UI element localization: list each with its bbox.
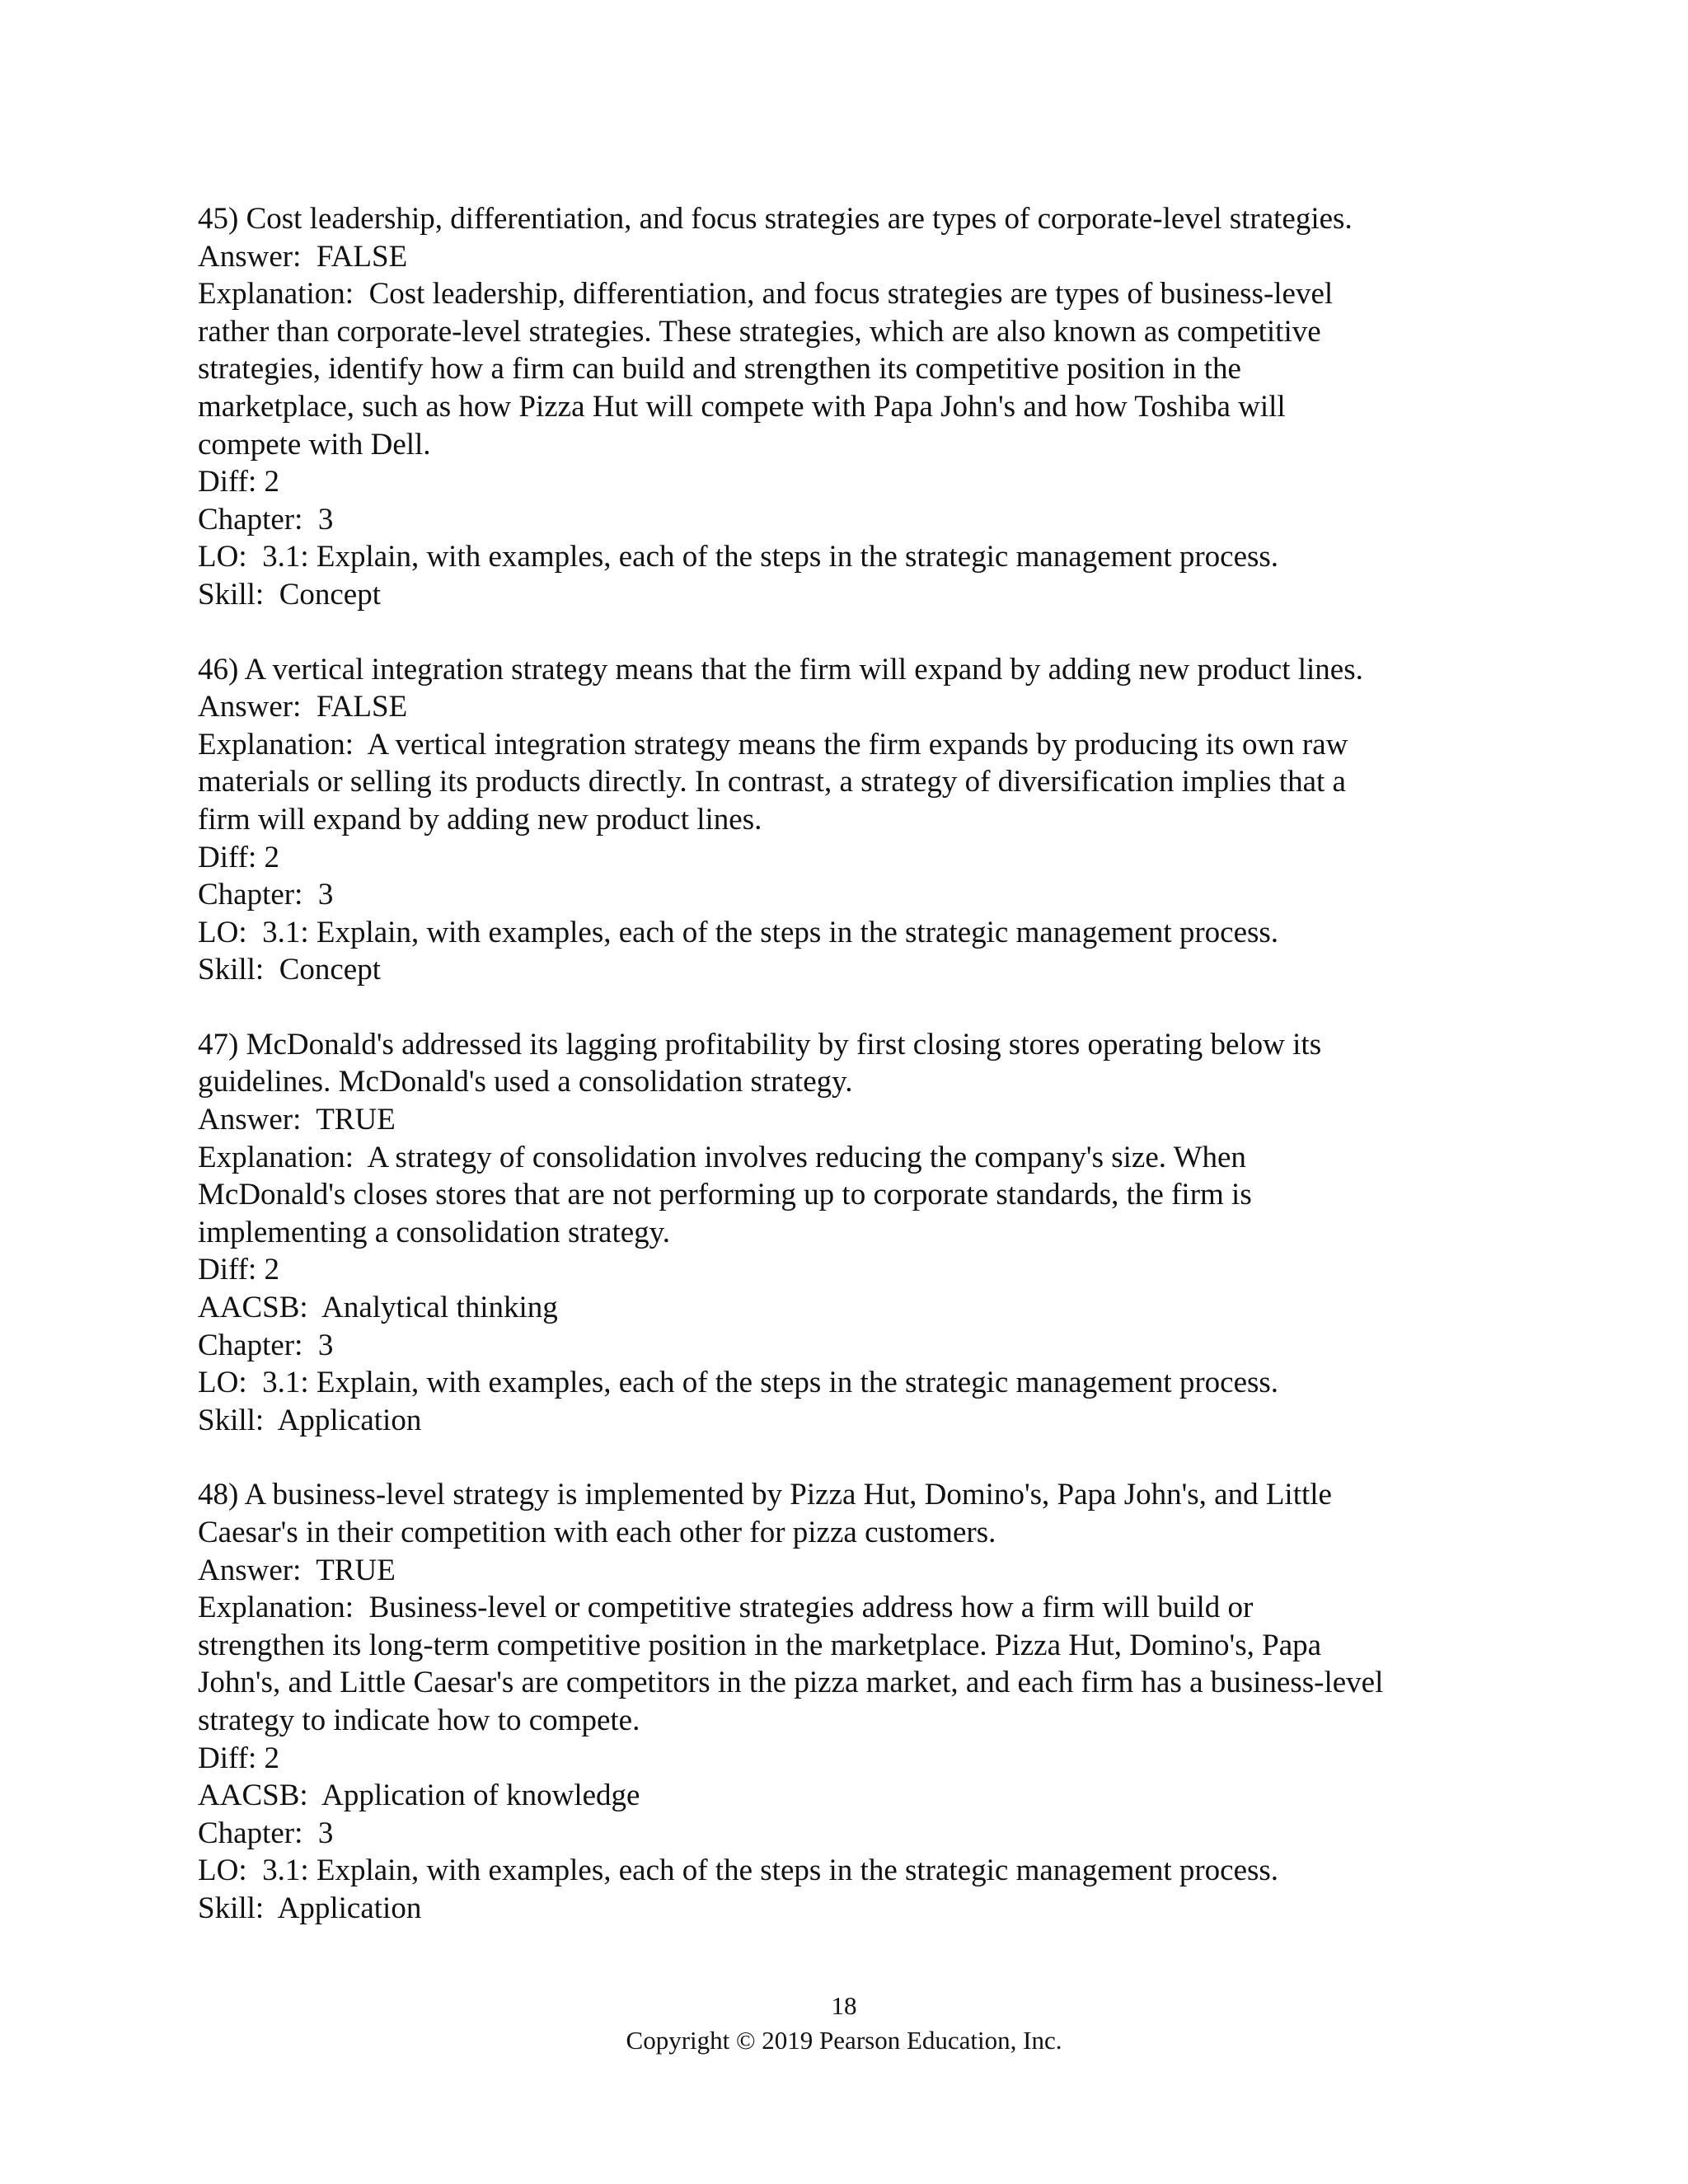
skill-text: Skill: Concept (198, 953, 381, 987)
learning-objective-text: LO: 3.1: Explain, with examples, each of the steps in the strategic management process. (198, 1854, 1279, 1888)
explanation-line: Explanation: A vertical integration strategy means the firm expands by producing its own raw (198, 727, 1348, 762)
explanation-line: McDonald's closes stores that are not performing up to corporate standards, the firm is (198, 1178, 1252, 1212)
explanation-line: compete with Dell. (198, 427, 431, 462)
difficulty-text: Diff: 2 (198, 1741, 280, 1775)
page-number: 18 (831, 1991, 857, 2020)
question-text: 46) A vertical integration strategy means that the firm will expand by adding new product lines. (198, 652, 1363, 687)
learning-objective-text: LO: 3.1: Explain, with examples, each of the steps in the strategic management process. (198, 540, 1279, 574)
question-text: 47) McDonald's addressed its lagging profitability by first closing stores operating below its (198, 1027, 1322, 1062)
question-text: Caesar's in their competition with each other for pizza customers. (198, 1516, 996, 1549)
explanation-line: marketplace, such as how Pizza Hut will compete with Papa John's and how Toshiba will (198, 389, 1286, 424)
question-text: 45) Cost leadership, differentiation, and focus strategies are types of corporate-level strategies. (198, 202, 1353, 236)
answer-text: Answer: FALSE (198, 239, 408, 274)
difficulty-text: Diff: 2 (198, 465, 280, 499)
question-block-48 (198, 1476, 1533, 1927)
explanation-line: strategies, identify how a firm can build and strengthen its competitive position in the (198, 352, 1241, 387)
explanation-line: John's, and Little Caesar's are competitors in the pizza market, and each firm has a business-level (198, 1666, 1384, 1700)
answer-text: Answer: TRUE (198, 1553, 396, 1587)
skill-text: Skill: Application (198, 1891, 422, 1925)
difficulty-text: Diff: 2 (198, 1253, 280, 1287)
question-block-47 (198, 1026, 1533, 1440)
learning-objective-text: LO: 3.1: Explain, with examples, each of the steps in the strategic management process. (198, 1366, 1279, 1400)
aacsb-text: AACSB: Analytical thinking (198, 1291, 558, 1325)
explanation-line: strengthen its long-term competitive position in the marketplace. Pizza Hut, Domino's, Papa (198, 1628, 1322, 1662)
explanation-line: materials or selling its products directly. In contrast, a strategy of diversification implies that a (198, 765, 1346, 799)
explanation-line: strategy to indicate how to compete. (198, 1703, 640, 1737)
answer-text: Answer: TRUE (198, 1103, 396, 1137)
copyright-notice: Copyright © 2019 Pearson Education, Inc. (626, 2026, 1062, 2055)
skill-text: Skill: Concept (198, 577, 381, 612)
question-text: guidelines. McDonald's used a consolidation strategy. (198, 1065, 853, 1099)
explanation-line: rather than corporate-level strategies. These strategies, which are also known as competitive (198, 314, 1321, 349)
aacsb-text: AACSB: Application of knowledge (198, 1779, 640, 1813)
explanation-line: implementing a consolidation strategy. (198, 1215, 671, 1249)
explanation-line: Explanation: Cost leadership, differentiation, and focus strategies are types of business-level (198, 277, 1334, 312)
question-text: 48) A business-level strategy is implemented by Pizza Hut, Domino's, Papa John's, and Little (198, 1478, 1332, 1512)
learning-objective-text: LO: 3.1: Explain, with examples, each of the steps in the strategic management process. (198, 915, 1279, 949)
chapter-text: Chapter: 3 (198, 1816, 334, 1850)
skill-text: Skill: Application (198, 1403, 422, 1437)
chapter-text: Chapter: 3 (198, 878, 334, 912)
question-block-45 (198, 200, 1533, 614)
explanation-line: firm will expand by adding new product lines. (198, 802, 762, 837)
answer-text: Answer: FALSE (198, 690, 408, 724)
explanation-line: Explanation: A strategy of consolidation involves reducing the company's size. When (198, 1140, 1246, 1174)
document-body (198, 200, 1533, 1965)
chapter-text: Chapter: 3 (198, 1328, 334, 1362)
difficulty-text: Diff: 2 (198, 840, 280, 874)
question-block-46 (198, 651, 1533, 989)
explanation-line: Explanation: Business-level or competitive strategies address how a firm will build or (198, 1591, 1254, 1625)
chapter-text: Chapter: 3 (198, 502, 334, 537)
